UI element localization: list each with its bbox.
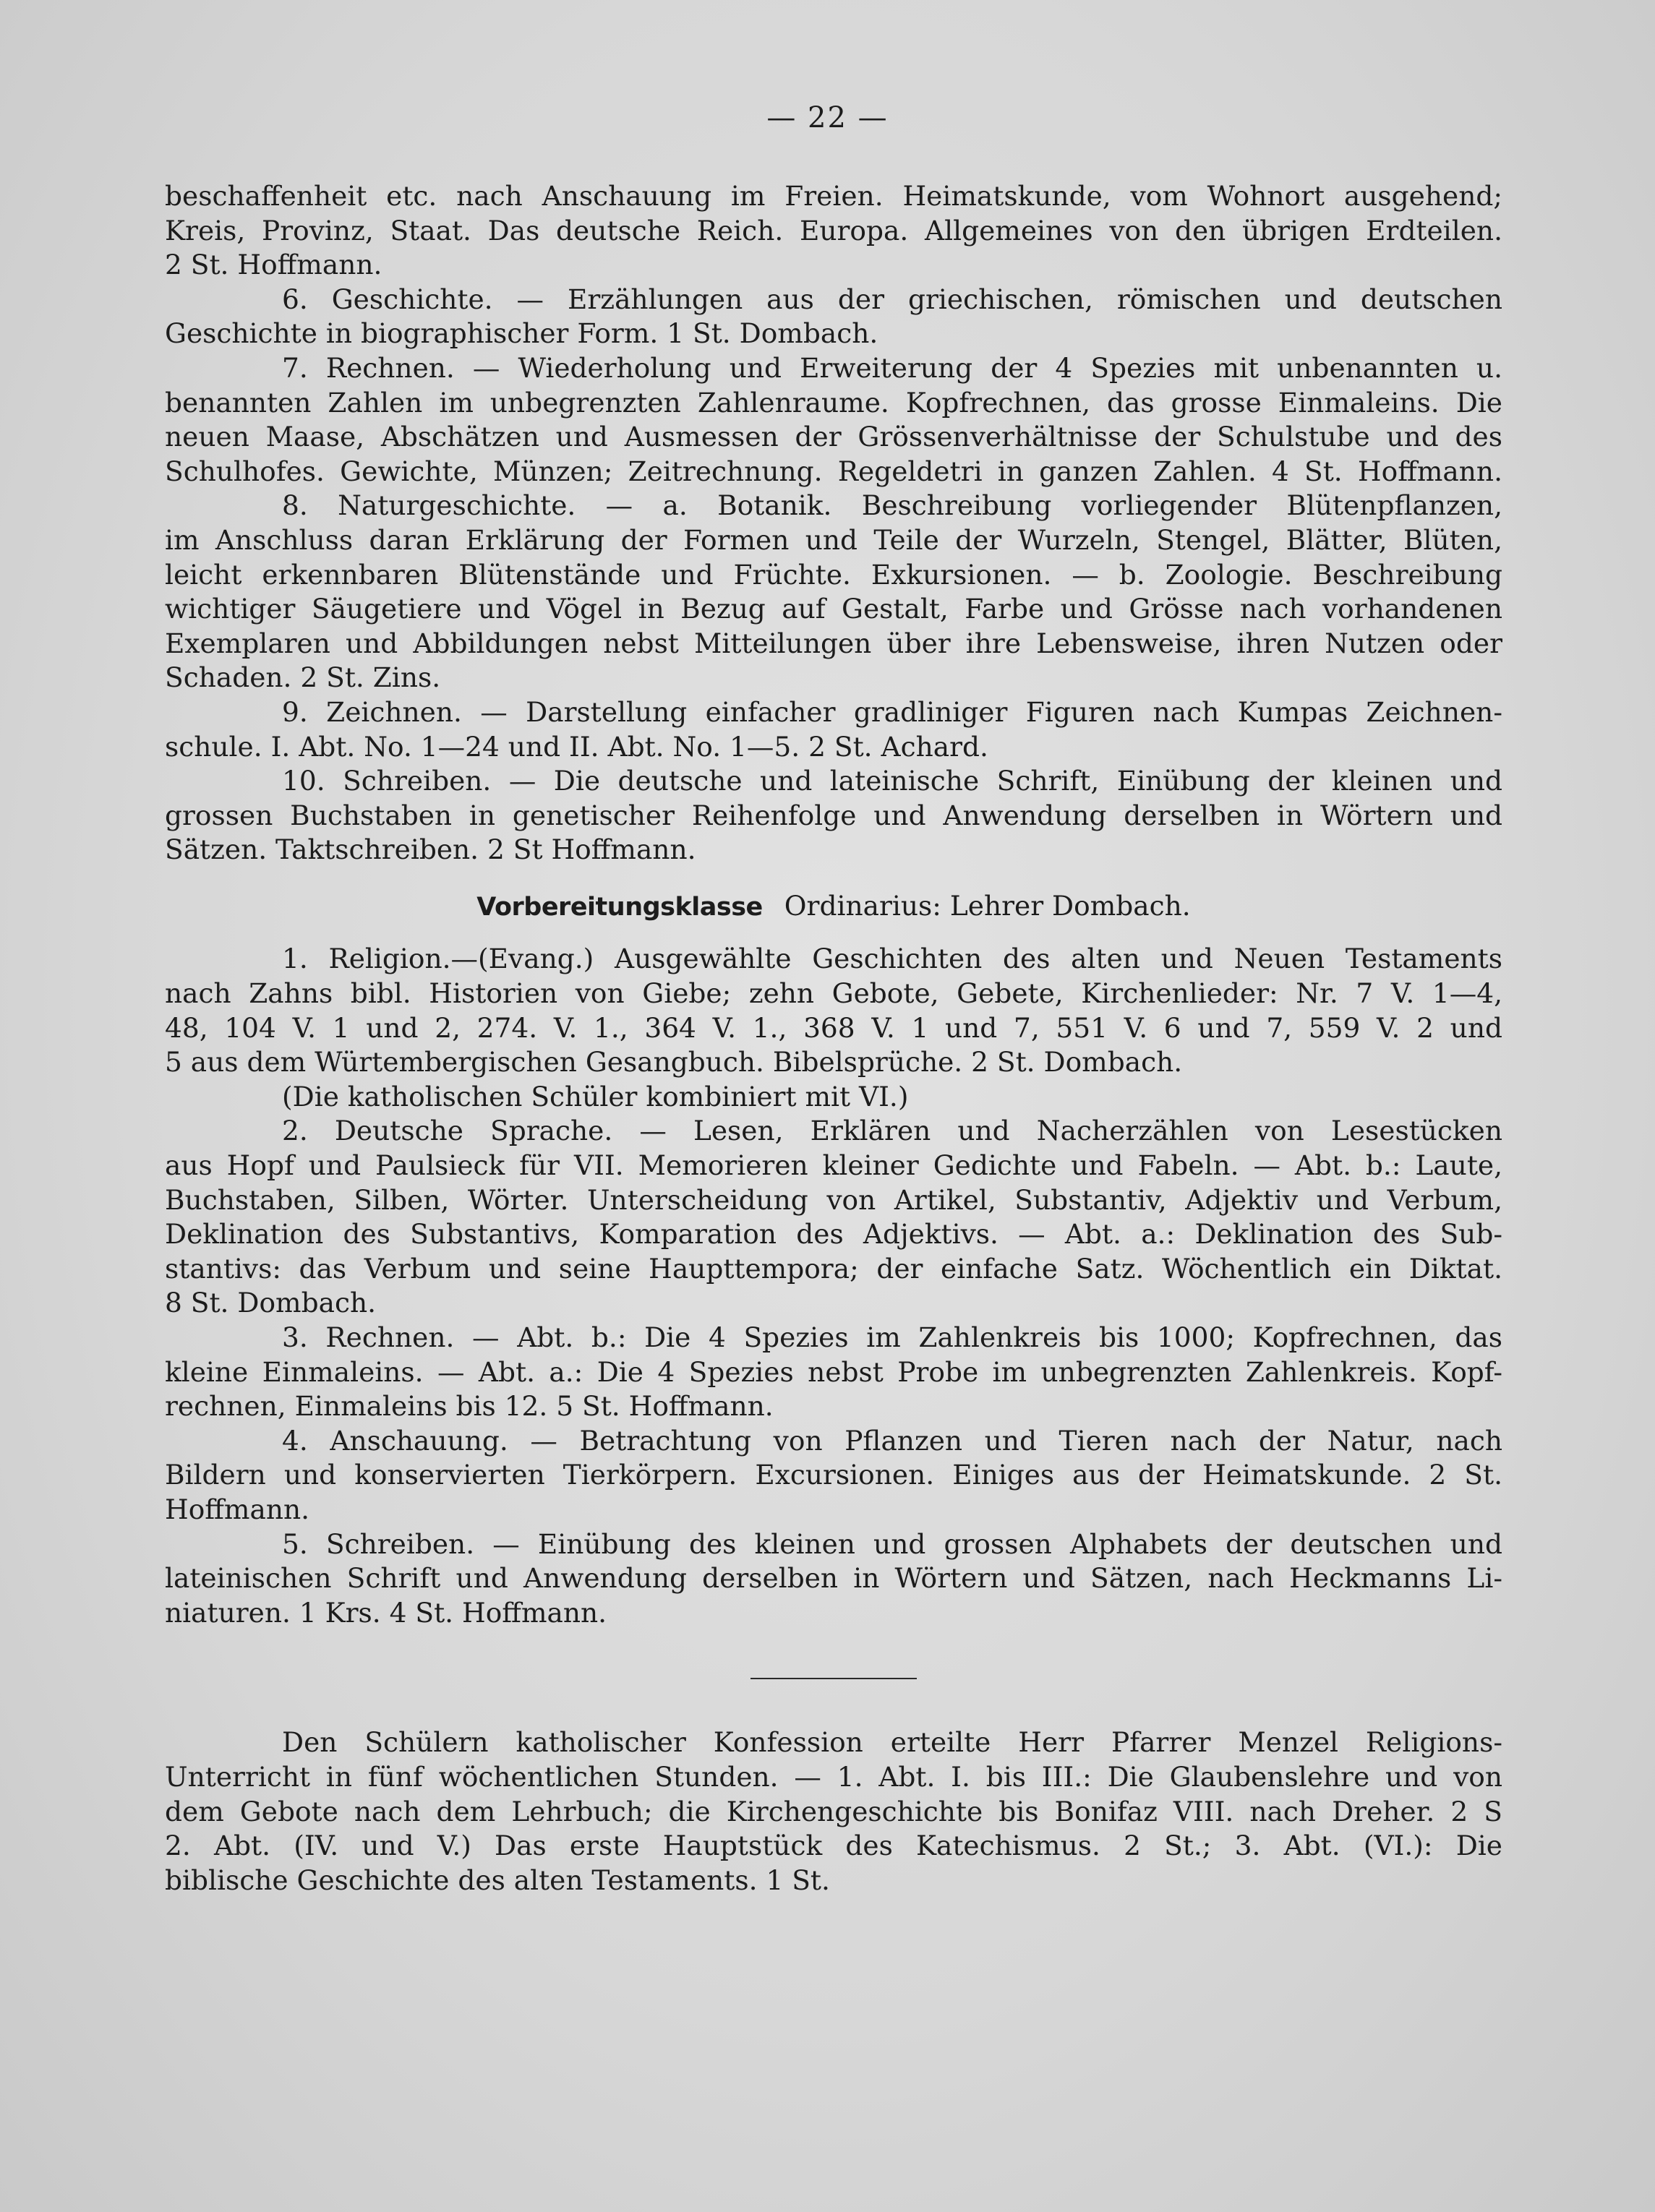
text-line: 4. Anschauung. — Betrachtung von Pflanzen und Tieren nach der Natur, nach — [282, 1424, 1502, 1457]
text-line: Bildern und konservierten Tierkörpern. Excursionen. Einiges aus der Heimatskunde. 2 St. — [165, 1459, 1502, 1491]
text-line: Den Schülern katholischer Konfession erteilte Herr Pfarrer Menzel Religions- — [282, 1726, 1502, 1759]
text-line: lateinischen Schrift und Anwendung derselben in Wörtern und Sätzen, nach Heckmanns Li- — [165, 1562, 1502, 1595]
text-line: 1. Religion.—(Evang.) Ausgewählte Geschichten des alten und Neuen Testaments — [282, 943, 1502, 975]
text-line: im Anschluss daran Erklärung der Formen und Teile der Wurzeln, Stengel, Blätter, Blüten, — [165, 523, 1502, 556]
text-line: neuen Maase, Abschätzen und Ausmessen der Grössenverhältnisse der Schulstube und des — [165, 421, 1502, 453]
text-line: Hoffmann. — [165, 1493, 310, 1525]
text-line: Sätzen. Taktschreiben. 2 St Hoffmann. — [165, 833, 696, 866]
text-line: beschaffenheit etc. nach Anschauung im Freien. Heimatskunde, vom Wohnort ausgehend; — [165, 180, 1502, 212]
page-number: — 22 — — [766, 101, 889, 134]
text-line: aus Hopf und Paulsieck für VII. Memorieren kleiner Gedichte und Fabeln. — Abt. b.: Laute, — [165, 1149, 1502, 1182]
text-line: Unterricht in fünf wöchentlichen Stunden. — 1. Abt. I. bis III.: Die Glaubenslehre und von — [165, 1760, 1502, 1793]
text-line: (Die katholischen Schüler kombiniert mit VI.) — [282, 1080, 909, 1113]
text-line: 48, 104 V. 1 und 2, 274. V. 1., 364 V. 1., 368 V. 1 und 7, 551 V. 6 und 7, 559 V. 2 und — [165, 1011, 1502, 1044]
text-line: nach Zahns bibl. Historien von Giebe; zehn Gebote, Gebete, Kirchenlieder: Nr. 7 V. 1—4, — [165, 977, 1502, 1010]
section-divider — [750, 1678, 917, 1679]
text-line: 6. Geschichte. — Erzählungen aus der griechischen, römischen und deutschen — [282, 283, 1502, 315]
text-line: schule. I. Abt. No. 1—24 und II. Abt. No. 1—5. 2 St. Achard. — [165, 730, 988, 763]
text-line: stantivs: das Verbum und seine Haupttempora; der einfache Satz. Wöchentlich ein Diktat. — [165, 1252, 1502, 1285]
text-line: 2. Abt. (IV. und V.) Das erste Hauptstück des Katechismus. 2 St.; 3. Abt. (VI.): Die — [165, 1830, 1502, 1862]
text-line: Deklination des Substantivs, Komparation des Adjektivs. — Abt. a.: Deklination des Sub- — [165, 1218, 1502, 1251]
text-line: 10. Schreiben. — Die deutsche und lateinische Schrift, Einübung der kleinen und — [282, 765, 1502, 797]
text-line: Kreis, Provinz, Staat. Das deutsche Reich. Europa. Allgemeines von den übrigen Erdteilen. — [165, 214, 1502, 247]
page-body — [165, 179, 1502, 1898]
text-line: 8 St. Dombach. — [165, 1287, 377, 1319]
text-line: wichtiger Säugetiere und Vögel in Bezug auf Gestalt, Farbe und Grösse nach vorhandenen — [165, 593, 1502, 625]
class-ordinarius: Ordinarius: Lehrer Dombach. — [784, 889, 1191, 922]
class-heading — [165, 889, 1502, 925]
text-line: 9. Zeichnen. — Darstellung einfacher gradliniger Figuren nach Kumpas Zeichnen- — [282, 695, 1502, 728]
text-line: 7. Rechnen. — Wiederholung und Erweiterung der 4 Spezies mit unbenannten u. — [282, 351, 1502, 384]
text-line: Schulhofes. Gewichte, Münzen; Zeitrechnung. Regeldetri in ganzen Zahlen. 4 St. Hoffmann. — [165, 455, 1502, 487]
text-line: 5 aus dem Würtembergischen Gesangbuch. Bibelsprüche. 2 St. Dombach. — [165, 1046, 1183, 1079]
text-line: 2. Deutsche Sprache. — Lesen, Erklären und Nacherzählen von Lesestücken — [282, 1115, 1502, 1147]
text-line: benannten Zahlen im unbegrenzten Zahlenraume. Kopfrechnen, das grosse Einmaleins. Die — [165, 386, 1502, 419]
text-line: 3. Rechnen. — Abt. b.: Die 4 Spezies im Zahlenkreis bis 1000; Kopfrechnen, das — [282, 1321, 1502, 1353]
text-line: dem Gebote nach dem Lehrbuch; die Kirchengeschichte bis Bonifaz VIII. nach Dreher. 2 S — [165, 1795, 1502, 1827]
text-line: grossen Buchstaben in genetischer Reihenfolge und Anwendung derselben in Wörtern und — [165, 799, 1502, 831]
text-line: 8. Naturgeschichte. — a. Botanik. Beschreibung vorliegender Blütenpflanzen, — [282, 489, 1502, 522]
class-title: Vorbereitungsklasse — [476, 892, 763, 922]
text-line: rechnen, Einmaleins bis 12. 5 St. Hoffmann. — [165, 1390, 774, 1423]
text-line: kleine Einmaleins. — Abt. a.: Die 4 Spezies nebst Probe im unbegrenzten Zahlenkreis. Kopf- — [165, 1355, 1502, 1388]
text-line: niaturen. 1 Krs. 4 St. Hoffmann. — [165, 1596, 607, 1629]
text-line: biblische Geschichte des alten Testaments. 1 St. — [165, 1864, 830, 1896]
text-line: Geschichte in biographischer Form. 1 St. Dombach. — [165, 317, 878, 350]
text-line: Schaden. 2 St. Zins. — [165, 661, 441, 694]
text-line: Exemplaren und Abbildungen nebst Mitteilungen über ihre Lebensweise, ihren Nutzen oder — [165, 627, 1502, 659]
text-line: leicht erkennbaren Blütenstände und Früchte. Exkursionen. — b. Zoologie. Beschreibung — [165, 558, 1502, 591]
text-line: Buchstaben, Silben, Wörter. Unterscheidung von Artikel, Substantiv, Adjektiv und Verbum, — [165, 1183, 1502, 1216]
text-line: 5. Schreiben. — Einübung des kleinen und grossen Alphabets der deutschen und — [282, 1527, 1502, 1560]
text-line: 2 St. Hoffmann. — [165, 249, 382, 281]
